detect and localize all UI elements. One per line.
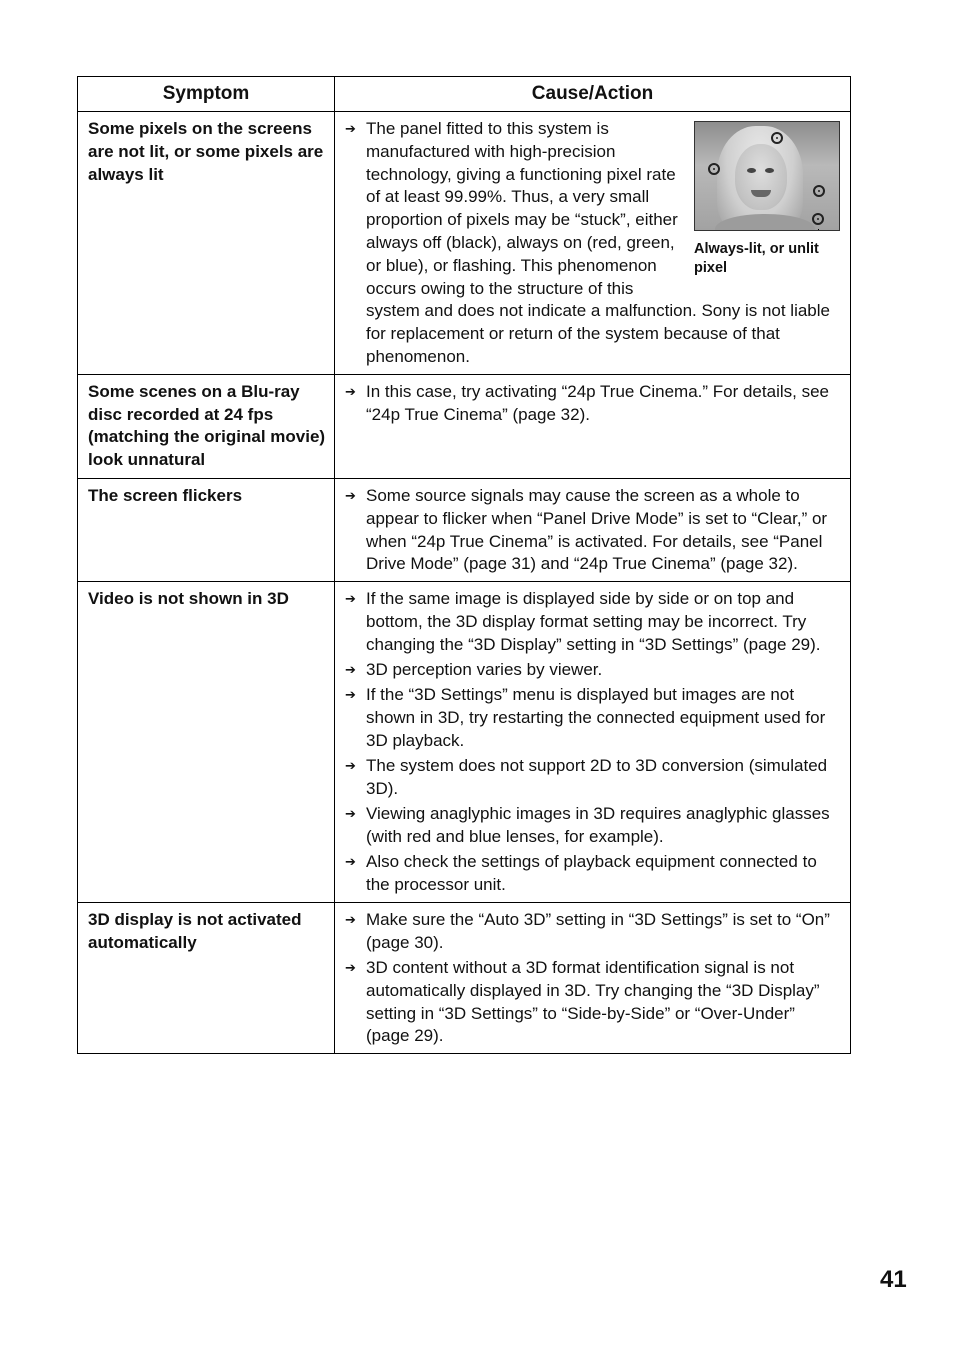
action-item: [345, 381, 838, 427]
action-text: Also check the settings of playback equipment connected to the processor unit.: [366, 852, 817, 895]
action-item: [345, 909, 838, 955]
action-text: If the same image is displayed side by side or on top and bottom, the 3D display format setting may be incorrect. Try changing the “3D Display” setting in “3D Settings” (page 29).: [366, 589, 821, 654]
girl-portrait-photo: [694, 121, 840, 231]
action-text: The system does not support 2D to 3D conversion (simulated 3D).: [366, 756, 828, 799]
cause-action-cell: [335, 582, 851, 903]
table-row: [78, 112, 851, 375]
troubleshooting-table: [77, 76, 851, 1054]
arrow-right-icon: ➔: [345, 758, 356, 774]
arrow-right-icon: ➔: [345, 960, 356, 976]
pixel-marker-icon: [813, 185, 825, 197]
arrow-right-icon: ➔: [345, 383, 356, 399]
symptom-cell: 3D display is not activated automatically: [78, 903, 335, 1054]
symptom-cell: Some pixels on the screens are not lit, or some pixels are always lit: [78, 112, 335, 375]
action-list: [345, 588, 838, 897]
action-text: Make sure the “Auto 3D” setting in “3D Settings” is set to “On” (page 30).: [366, 910, 830, 952]
cause-action-cell: [335, 374, 851, 478]
action-item: [345, 957, 838, 1048]
symptom-cell: Some scenes on a Blu-ray disc recorded at 24 fps (matching the original movie) look unnatural: [78, 374, 335, 478]
table-row: [78, 374, 851, 478]
column-header-symptom: Symptom: [78, 77, 335, 112]
table-header-row: [78, 77, 851, 112]
table-row: [78, 903, 851, 1054]
arrow-right-icon: ➔: [345, 121, 356, 136]
symptom-cell: The screen flickers: [78, 478, 335, 581]
cause-action-cell: [335, 112, 851, 375]
action-item: [345, 684, 838, 752]
action-list: [345, 381, 838, 427]
action-list: [345, 118, 838, 369]
action-item: [345, 851, 838, 897]
arrow-right-icon: ➔: [345, 806, 356, 822]
action-item: [345, 659, 838, 682]
symptom-cell: Video is not shown in 3D: [78, 582, 335, 903]
action-text: If the “3D Settings” menu is displayed but images are not shown in 3D, try restarting the connected equipment used for 3D playback.: [366, 685, 826, 750]
table-row: [78, 582, 851, 903]
pixel-marker-icon: [708, 163, 720, 175]
action-item: [345, 118, 838, 369]
pixel-marker-icon: [812, 213, 824, 225]
figure-caption: Always-lit, or unlit pixel: [694, 241, 819, 276]
action-text: Viewing anaglyphic images in 3D requires anaglyphic glasses (with red and blue lenses, for example).: [366, 804, 830, 847]
action-text: 3D content without a 3D format identification signal is not automatically displayed in 3D. Try changing the “3D Display” setting in “3D Settings” to “Side-by-Side” or “Over-Under” (page 29).: [366, 958, 820, 1046]
arrow-right-icon: ➔: [345, 487, 356, 503]
arrow-right-icon: ➔: [345, 854, 356, 870]
pixel-marker-icon: [771, 132, 783, 144]
action-text: Some source signals may cause the screen as a whole to appear to flicker when “Panel Drive Mode” is set to “Clear,” or when “24p True Cinema” is activated. For details, see “Panel Drive Mode” (page 31) and “24p True Cinema” (page 32).: [366, 485, 828, 574]
action-item: [345, 588, 838, 656]
arrow-right-icon: ➔: [345, 662, 356, 678]
action-list: [345, 485, 838, 576]
arrow-right-icon: ➔: [345, 591, 356, 607]
pixel-example-figure: [694, 121, 844, 278]
cause-action-cell: [335, 903, 851, 1054]
action-list: [345, 909, 838, 1048]
arrow-right-icon: ➔: [345, 687, 356, 703]
table-row: [78, 478, 851, 581]
cause-action-cell: [335, 478, 851, 581]
action-text: The panel fitted to this system is manufactured with high-precision technology, giving a functioning pixel rate of at least 99.99%. Thus, a very small proportion of pixels may be “stuck”, either always off (black), always on (red, green, or blue), or flashing. This phenomenon occurs owing to the structure of this system and does not indicate a malfunction. Sony is not liable for replacement or return of the system because of that phenomenon.: [366, 119, 830, 366]
action-item: [345, 803, 838, 849]
page-number: 41: [880, 1266, 907, 1293]
action-item: [345, 755, 838, 801]
action-item: [345, 485, 838, 576]
arrow-right-icon: ➔: [345, 912, 356, 927]
action-text: 3D perception varies by viewer.: [366, 660, 603, 680]
column-header-cause-action: Cause/Action: [335, 77, 851, 112]
action-text: In this case, try activating “24p True Cinema.” For details, see “24p True Cinema” (page 32).: [366, 381, 829, 424]
